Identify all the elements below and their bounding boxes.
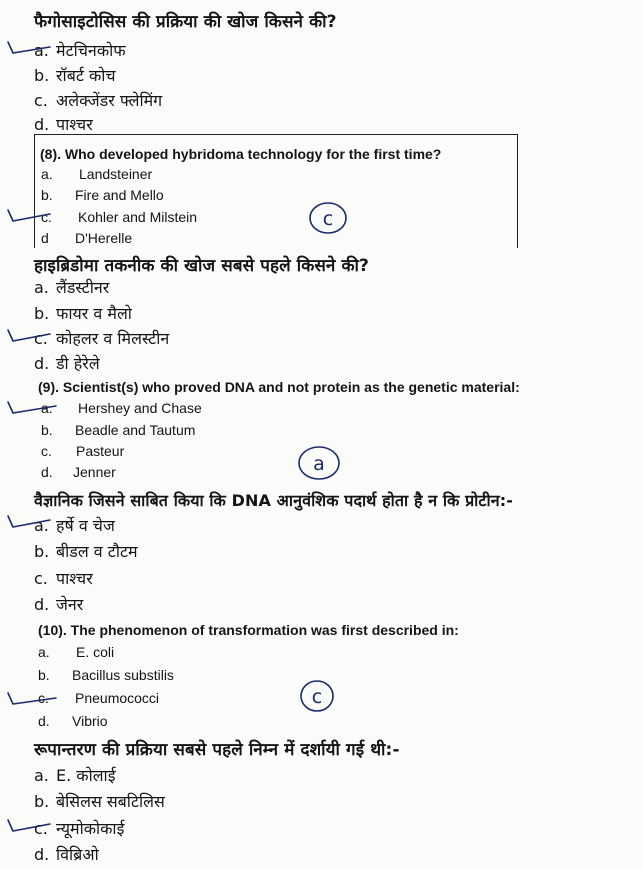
q7-option-a: a. मेटचिनकोफ — [34, 41, 126, 60]
q9-option-c: c. Pasteur — [41, 443, 125, 459]
q7-option-c: c. अलेक्जेंडर फ्लेमिंग — [34, 91, 163, 110]
q8-option-a: a. Landsteiner — [41, 166, 153, 182]
q10-hindi-option-a: a. E. कोलाई — [34, 766, 116, 785]
q8-option-d: d D'Herelle — [41, 230, 133, 246]
q8-hindi-option-a: a. लैंडस्टीनर — [34, 278, 110, 297]
q8-circled-answer — [306, 200, 350, 236]
q9-hindi-question: वैज्ञानिक जिसने साबित किया कि DNA आनुवंशिक पदार्थ होता है न कि प्रोटीन:- — [34, 491, 513, 510]
handwritten-tick-mark — [4, 206, 54, 226]
q10-english-question: (10). The phenomenon of transformation was first described in: — [38, 622, 459, 638]
svg-text:c: c — [311, 686, 323, 708]
q10-option-b: b. Bacillus substilis — [38, 667, 174, 683]
q10-option-d: d. Vibrio — [38, 713, 108, 729]
q10-hindi-option-c: c. न्यूमोकोकाई — [34, 819, 125, 838]
handwritten-tick-mark — [4, 399, 60, 419]
q9-option-b: b. Beadle and Tautum — [41, 422, 196, 438]
q8-hindi-option-c: c. कोहलर व मिलस्टीन — [34, 329, 170, 348]
q8-hindi-question: हाइब्रिडोमा तकनीक की खोज सबसे पहले किसने की? — [34, 256, 370, 276]
q10-option-c: c. Pneumococci — [38, 690, 160, 706]
handwritten-tick-mark — [4, 326, 54, 346]
q8-option-b: b. Fire and Mello — [41, 187, 164, 203]
q8-option-c: c. Kohler and Milstein — [41, 209, 198, 225]
q9-hindi-option-c: c. पाश्चर — [34, 569, 93, 588]
q8-hindi-option-b: b. फायर व मैलो — [34, 304, 132, 323]
handwritten-tick-mark — [4, 816, 54, 836]
q7-hindi-question: फैगोसाइटोसिस की प्रक्रिया की खोज किसने की? — [34, 12, 337, 32]
q10-hindi-question: रूपान्तरण की प्रक्रिया सबसे पहले निम्न में दर्शायी गई थी:- — [34, 740, 400, 760]
q8-english-question: (8). Who developed hybridoma technology for the first time? — [40, 146, 442, 162]
handwritten-tick-mark — [4, 690, 60, 710]
q9-english-question: (9). Scientist(s) who proved DNA and not protein as the genetic material: — [38, 379, 520, 395]
q8-hindi-option-d: d. डी हेरेले — [34, 354, 100, 373]
q10-option-a: a. E. coli — [38, 644, 115, 660]
q9-option-a: a. Hershey and Chase — [41, 400, 202, 416]
q10-hindi-option-b: b. बेसिलस सबटिलिस — [34, 792, 165, 811]
q7-option-b: b. रॉबर्ट कोच — [34, 66, 116, 85]
q9-hindi-option-d: d. जेनर — [34, 595, 84, 614]
svg-text:c: c — [322, 208, 334, 230]
q9-option-d: d. Jenner — [41, 464, 116, 480]
handwritten-tick-mark — [4, 512, 54, 532]
q10-circled-answer — [296, 678, 338, 714]
svg-text:a: a — [313, 453, 325, 475]
q9-hindi-option-a: a. हर्षे व चेज — [34, 516, 115, 535]
q7-option-d: d. पाश्चर — [34, 115, 93, 134]
q10-hindi-option-d: d. विब्रिओ — [34, 845, 99, 864]
q9-circled-answer — [296, 444, 344, 482]
q9-hindi-option-b: b. बीडल व टौटम — [34, 542, 138, 561]
handwritten-tick-mark — [4, 38, 54, 58]
